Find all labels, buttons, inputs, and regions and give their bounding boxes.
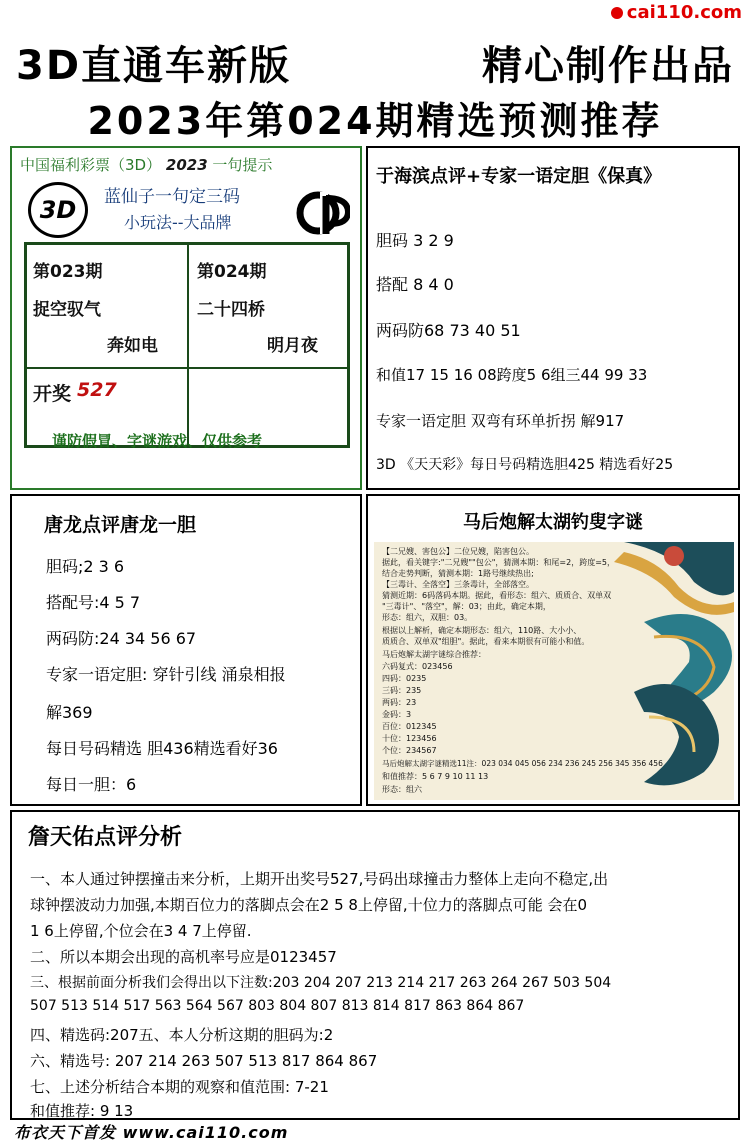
prev-hint-2: 奔如电 (107, 336, 158, 356)
tang-line: 每日一胆：6 (46, 775, 137, 794)
next-period-cell (188, 244, 348, 368)
tang-line: 每日号码精选 胆436精选看好36 (46, 739, 278, 758)
riddle-line: 和值推荐：5 6 7 9 10 11 13 (382, 772, 489, 781)
ma-hou-pao-box (366, 494, 740, 806)
header-left: 3D直通车新版 (16, 43, 292, 89)
yu-line: 3D 《天天彩》每日号码精选胆425 精选看好25 (376, 457, 674, 473)
zhan-box-title: 詹天佑点评分析 (28, 825, 183, 850)
tang-line: 解369 (46, 703, 93, 722)
card-title (20, 154, 272, 175)
analysis-line: 四、精选码:207五、本人分析这期的胆码为:2 (30, 1026, 334, 1044)
next-period: 第024期 (197, 262, 267, 282)
riddle-line: 形态：组六 (382, 785, 422, 794)
riddle-line: 【三毒计、全落空】三条毒计，全部落空。 (382, 580, 534, 589)
analysis-line: 二、所以本期会出现的高机率号应是0123457 (30, 948, 337, 966)
riddle-line: 金码：3 (382, 710, 412, 719)
riddle-line: 质质合、双单双"组胆"。据此，看来本期很有可能小和值。 (382, 637, 590, 646)
riddle-line: 结合走势判断，猜测本期：1路号继续热出; (382, 569, 534, 578)
analysis-line: 六、精选号: 207 214 263 507 513 817 864 867 (30, 1052, 378, 1070)
analysis-line: 1 6上停留,个位会在3 4 7上停留. (30, 922, 252, 940)
riddle-line: 四码：0235 (382, 674, 427, 683)
card-year: 2023 (165, 156, 208, 174)
next-hint-2: 明月夜 (267, 336, 318, 356)
card-footer: 谨防假冒、字谜游戏、仅供参考 (52, 432, 263, 450)
hint-grid (24, 242, 350, 448)
card-slogan-1: 蓝仙子一句定三码 (104, 187, 240, 207)
riddle-line: 两码：23 (382, 698, 417, 707)
analysis-line: 七、上述分析结合本期的观察和值范围: 7-21 (30, 1078, 329, 1096)
site-logo-icon (611, 7, 623, 19)
lottery-card (10, 146, 362, 490)
next-hint-1: 二十四桥 (197, 300, 265, 320)
riddle-line: 根据以上解析，确定本期形态：组六，110路、大小小、 (382, 626, 582, 635)
riddle-line: 据此，看关键字:"二兄嫂""包公"，猜测本期：和尾=2，跨度=5， (382, 558, 615, 567)
tang-line: 专家一语定胆: 穿针引线 涌泉相报 (46, 665, 286, 684)
header-right: 精心制作出品 (482, 43, 734, 89)
ma-box-title: 马后炮解太湖钓叟字谜 (463, 512, 643, 533)
tang-box-title: 唐龙点评唐龙一胆 (44, 514, 197, 536)
card-title-text: 中国福利彩票（3D） (20, 156, 162, 174)
prev-hint-1: 捉空驭气 (33, 300, 101, 320)
yu-line: 搭配 8 4 0 (376, 275, 454, 294)
riddle-line: 【二兄嫂、害包公】二位兄嫂，陷害包公。 (382, 547, 534, 556)
riddle-line: 六码复式：023456 (382, 662, 453, 671)
footer-text: 布衣天下首发 www.cai110.com (14, 1123, 289, 1142)
prev-period: 第023期 (33, 262, 103, 282)
riddle-line: 百位：012345 (382, 722, 437, 731)
tang-line: 搭配号:4 5 7 (46, 593, 141, 612)
card-title-tail: 一句提示 (212, 156, 273, 174)
yu-box-title: 于海滨点评+专家一语定胆《保真》 (376, 166, 662, 187)
analysis-line: 球钟摆波动力加强,本期百位力的落脚点会在2 5 8上停留,十位力的落脚点可能 会在0 (30, 896, 588, 914)
riddle-line: 三码：235 (382, 686, 422, 695)
riddle-line: 猜测近期：6码落码本期。据此，看形态：组六、质质合、双单双 (382, 591, 612, 600)
prev-period-cell (26, 244, 188, 368)
yu-line: 胆码 3 2 9 (376, 231, 454, 250)
yu-line: 和值17 15 16 08跨度5 6组三44 99 33 (376, 366, 648, 384)
riddle-line: 马后炮解太湖字谜精选11注：023 034 045 056 234 236 245 256 345 356 456 (382, 759, 663, 768)
draw-number: 527 (77, 379, 117, 401)
yu-line: 专家一语定胆 双弯有环单折拐 解917 (376, 412, 625, 430)
site-tag-text: cai110.com (626, 2, 742, 23)
riddle-line: 十位：123456 (382, 734, 437, 743)
riddle-line: 马后炮解太湖字谜综合推荐： (382, 650, 486, 659)
analysis-line: 和值推荐: 9 13 (30, 1102, 134, 1120)
analysis-line: 三、根据前面分析我们会得出以下注数:203 204 207 213 214 217 263 264 267 503 504 (30, 975, 612, 991)
tang-long-box (10, 494, 362, 806)
riddle-line: "三毒计"、"落空"，解：03；由此，确定本期， (382, 602, 551, 611)
yu-line: 两码防68 73 40 51 (376, 321, 521, 340)
analysis-line: 一、本人通过钟摆撞击来分析，上期开出奖号527,号码出球撞击力整体上走向不稳定,出 (30, 870, 609, 888)
draw-label: 开奖 (33, 383, 72, 405)
tang-line: 胆码;2 3 6 (46, 557, 125, 576)
card-slogan-2: 小玩法--大品牌 (124, 213, 232, 232)
analysis-line: 507 513 514 517 563 564 567 803 804 807 813 814 817 863 864 867 (30, 998, 525, 1014)
header-row (16, 34, 734, 91)
welfare-lottery-logo-icon (296, 186, 350, 240)
riddle-line: 形态：组六，双胆：03。 (382, 613, 473, 622)
tang-line: 两码防:24 34 56 67 (46, 629, 197, 648)
zhan-tianyou-box (10, 810, 740, 1120)
riddle-line: 个位：234567 (382, 746, 437, 755)
riddle-artwork (374, 542, 734, 800)
site-tag[interactable] (611, 2, 742, 23)
3d-logo-icon: 3D (28, 182, 88, 238)
yu-haibin-box (366, 146, 740, 490)
page-title: 2023年第024期精选预测推荐 (87, 99, 663, 143)
